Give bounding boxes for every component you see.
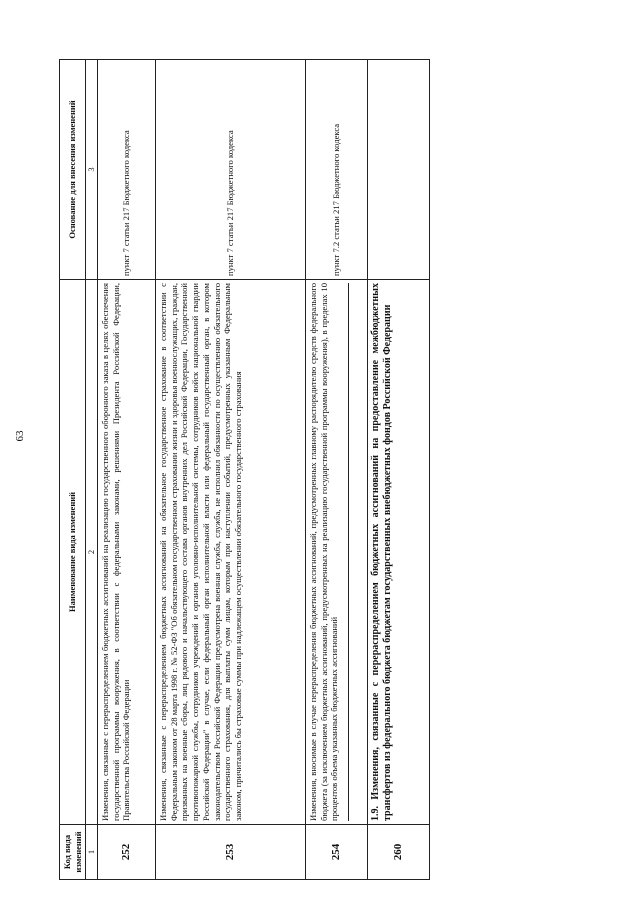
row-basis-text: пункт 7.2 статьи 217 Бюджетного кодекса	[331, 123, 341, 276]
header-row	[60, 60, 86, 880]
row-basis	[367, 60, 429, 280]
row-code: 260	[367, 825, 429, 880]
table-row	[367, 60, 429, 880]
row-name	[305, 280, 367, 825]
divider	[348, 283, 349, 821]
table-row	[155, 60, 305, 880]
row-code: 254	[305, 825, 367, 880]
header-code: Код вида изменений	[60, 825, 86, 880]
row-basis: пункт 7 статьи 217 Бюджетного кодекса	[155, 60, 305, 280]
table-row	[305, 60, 367, 880]
column-number-row	[86, 60, 98, 880]
header-name: Наименование вида изменений	[60, 280, 86, 825]
row-basis: пункт 7 статьи 217 Бюджетного кодекса	[97, 60, 155, 280]
row-name: Изменения, связанные с перераспределением бюджетных ассигнований на реализацию государственного оборонного заказа в целях обеспечения государственной программы вооружения, в соответствии с федеральными законами, решениями Президента Российской Федерации, Правительства Российской Федерации	[97, 280, 155, 825]
rotated-table-container	[59, 60, 479, 880]
changes-table	[59, 59, 430, 880]
row-code: 252	[97, 825, 155, 880]
row-basis	[305, 60, 367, 280]
table-row	[97, 60, 155, 880]
column-number: 1	[86, 825, 98, 880]
column-number: 2	[86, 280, 98, 825]
header-basis: Основание для внесения изменений	[60, 60, 86, 280]
row-code: 253	[155, 825, 305, 880]
section-heading: 1.9. Изменения, связанные с перераспределением бюджетных ассигнований на предоставление межбюджетных трансфертов из федерального бюджета бюджетам государственных внебюджетных фондов Российской Федерации	[367, 280, 429, 825]
row-name-text: Изменения, вносимые в случае перераспределения бюджетных ассигнований, предусмотренных главному распорядителю средств федерального бюджета (за исключением бюджетных ассигнований, предусмотренных на реализацию государственной программы вооружения), в пределах 10 процентов объема указанных бюджетных ассигнований	[307, 283, 340, 821]
column-number: 3	[86, 60, 98, 280]
row-name: Изменения, связанные с перераспределением бюджетных ассигнований на обязательное государственное страхование в соответствии с Федеральным законом от 28 марта 1998 г. № 52-ФЗ "Об обязательном государственном страховании жизни и здоровья военнослужащих, граждан, призванных на военные сборы, лиц рядового и начальствующего состава органов внутренних дел Российской Федерации, Государственной противопожарной службы, сотрудников учреждений и органов уголовно-исполнительной системы, сотрудников войск национальной гвардии Российской Федерации" в случае, если федеральный орган исполнительной власти или федеральный государственный орган, в котором законодательством Российской Федерации предусмотрена военная служба, служба, не исполнил обязанности по осуществлению обязательного государственного страхования, для выплаты сумм лицам, которым при наступлении событий, предусмотренных указанным Федеральным законом, причитались бы страховые суммы при надлежащем осуществлении обязательного государственного страхования	[155, 280, 305, 825]
page-number: 63	[14, 430, 26, 442]
